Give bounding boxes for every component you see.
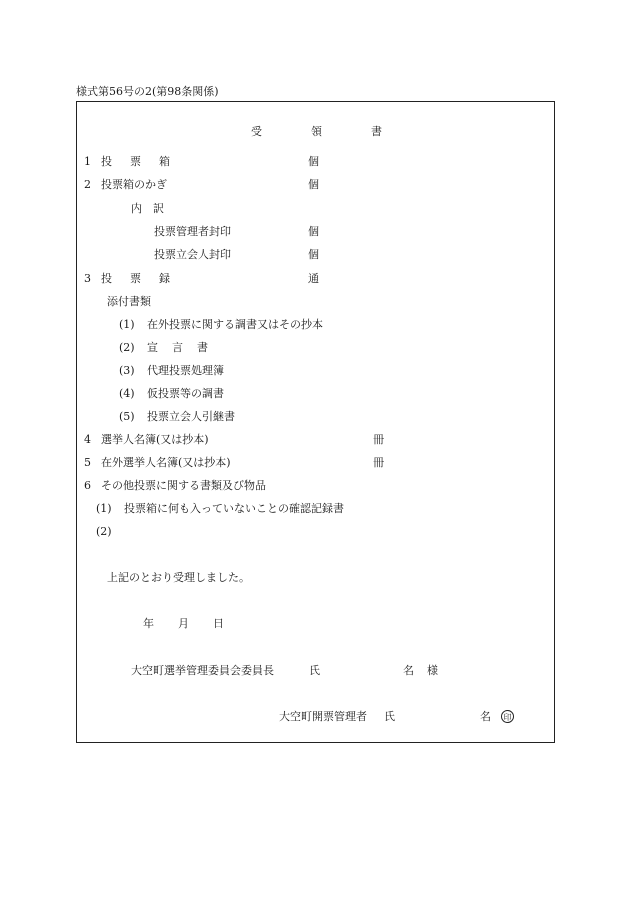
date-year: 年	[143, 617, 154, 630]
item-3-label-char-2: 票	[130, 272, 141, 285]
attachment-1-number: (1)	[119, 318, 135, 331]
title-char-1: 受	[251, 125, 262, 138]
manager-seal-unit: 個	[308, 225, 319, 238]
attachment-1-label: 在外投票に関する調書又はその抄本	[147, 318, 323, 331]
witness-seal-label: 投票立会人封印	[154, 248, 231, 261]
attachment-3-number: (3)	[119, 364, 135, 377]
item-6-number: 6	[84, 479, 91, 492]
breakdown-label-char-2: 訳	[153, 202, 164, 215]
item-3-label-char-1: 投	[101, 272, 112, 285]
sender-surname-marker: 氏	[384, 710, 395, 723]
item-6-1-number: (1)	[96, 502, 112, 515]
item-1-unit: 個	[308, 155, 319, 168]
attachment-2-label-char-2: 言	[172, 341, 183, 354]
recipient-honorific: 様	[427, 664, 438, 677]
item-2-unit: 個	[308, 178, 319, 191]
date-day: 日	[213, 617, 224, 630]
breakdown-label-char-1: 内	[131, 202, 142, 215]
seal-mark-icon: 印	[501, 710, 514, 723]
manager-seal-label: 投票管理者封印	[154, 225, 231, 238]
attached-documents-label: 添付書類	[107, 295, 151, 308]
attachment-2-label-char-1: 宣	[147, 341, 158, 354]
item-4-unit: 冊	[373, 433, 384, 446]
item-2-label: 投票箱のかぎ	[101, 178, 167, 191]
item-1-label-char-3: 箱	[159, 155, 170, 168]
item-5-label: 在外選挙人名簿(又は抄本)	[101, 456, 231, 469]
sender-title: 大空町開票管理者	[279, 710, 367, 723]
item-2-number: 2	[84, 178, 91, 191]
attachment-2-label-char-3: 書	[197, 341, 208, 354]
title-char-2: 領	[311, 125, 322, 138]
item-5-number: 5	[84, 456, 91, 469]
attachment-3-label: 代理投票処理簿	[147, 364, 224, 377]
item-6-2-number: (2)	[96, 525, 112, 538]
recipient-name-marker: 名	[403, 664, 414, 677]
title-char-3: 書	[371, 125, 382, 138]
item-3-number: 3	[84, 272, 91, 285]
attachment-4-number: (4)	[119, 387, 135, 400]
attachment-5-label: 投票立会人引継書	[147, 410, 235, 423]
attachment-4-label: 仮投票等の調書	[147, 387, 224, 400]
witness-seal-unit: 個	[308, 248, 319, 261]
item-4-number: 4	[84, 433, 91, 446]
receipt-statement: 上記のとおり受理しました。	[107, 571, 250, 584]
attachment-5-number: (5)	[119, 410, 135, 423]
form-reference: 様式第56号の2(第98条関係)	[76, 85, 219, 98]
item-6-1-label: 投票箱に何も入っていないことの確認記録書	[124, 502, 344, 515]
item-1-number: 1	[84, 155, 91, 168]
recipient-surname-marker: 氏	[309, 664, 320, 677]
item-5-unit: 冊	[373, 456, 384, 469]
item-3-label-char-3: 録	[159, 272, 170, 285]
item-4-label: 選挙人名簿(又は抄本)	[101, 433, 209, 446]
item-3-unit: 通	[308, 272, 319, 285]
receipt-form	[76, 101, 555, 743]
date-month: 月	[178, 617, 189, 630]
sender-name-marker: 名	[480, 710, 491, 723]
attachment-2-number: (2)	[119, 341, 135, 354]
item-6-label: その他投票に関する書類及び物品	[101, 479, 266, 492]
item-1-label-char-1: 投	[101, 155, 112, 168]
item-1-label-char-2: 票	[130, 155, 141, 168]
recipient-title: 大空町選挙管理委員会委員長	[131, 664, 274, 677]
